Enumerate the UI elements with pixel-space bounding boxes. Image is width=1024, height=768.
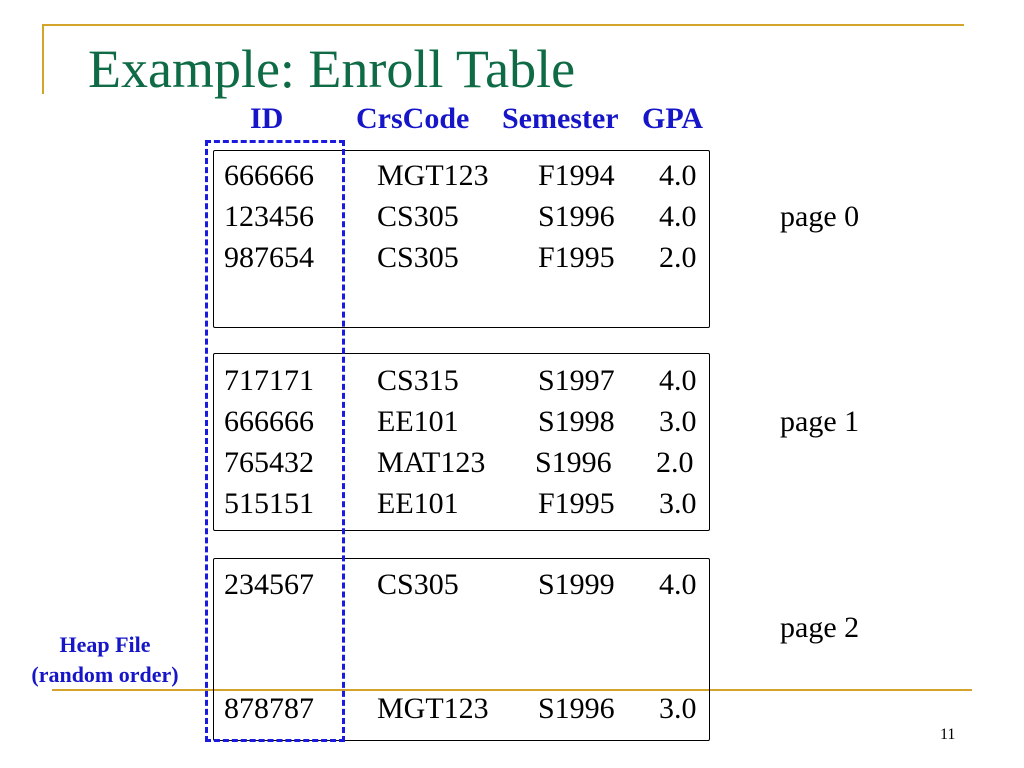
slide-title: Example: Enroll Table [88,39,576,99]
p1-r0-gpa: 4.0 [659,364,697,397]
p1-r2-semester: S1996 [535,446,612,479]
p2-r1-crscode: MGT123 [377,692,489,725]
p0-r2-crscode: CS305 [377,241,459,274]
p0-r0-gpa: 4.0 [659,159,697,192]
p1-r1-crscode: EE101 [377,405,459,438]
heap-file-label: Heap File [59,632,151,657]
p2-r1-gpa: 3.0 [659,692,697,725]
p1-r3-gpa: 3.0 [659,487,697,520]
left-rule [42,24,44,94]
p1-r2-id: 765432 [224,446,314,479]
p1-r1-id: 666666 [224,405,314,438]
header-gpa: GPA [642,102,704,135]
p0-r0-id: 666666 [224,159,314,192]
p1-r1-semester: S1998 [538,405,615,438]
p0-r1-gpa: 4.0 [659,200,697,233]
p2-r0-id: 234567 [224,568,314,601]
p1-r2-gpa: 2.0 [656,446,694,479]
p2-r0-crscode: CS305 [377,568,459,601]
header-id: ID [250,102,284,135]
p1-r0-semester: S1997 [538,364,615,397]
p1-r0-id: 717171 [224,364,314,397]
p2-r0-gpa: 4.0 [659,568,697,601]
page-2-label: page 2 [780,611,860,644]
top-rule [42,24,964,26]
header-crscode: CrsCode [356,102,470,135]
id-column-highlight [205,140,345,742]
p2-r0-semester: S1999 [538,568,615,601]
p2-r1-semester: S1996 [538,692,615,725]
header-semester: Semester [502,102,619,135]
p2-r1-id: 878787 [224,692,314,725]
p0-r2-id: 987654 [224,241,314,274]
p0-r2-gpa: 2.0 [659,241,697,274]
page-0-label: page 0 [780,200,860,233]
p1-r3-id: 515151 [224,487,314,520]
p1-r1-gpa: 3.0 [659,405,697,438]
p0-r2-semester: F1995 [538,241,615,274]
p0-r1-semester: S1996 [538,200,615,233]
p1-r3-crscode: EE101 [377,487,459,520]
page-1-label: page 1 [780,405,860,438]
slide-number: 11 [940,726,956,743]
p1-r3-semester: F1995 [538,487,615,520]
p0-r0-crscode: MGT123 [377,159,489,192]
heap-order-label: (random order) [31,662,179,687]
p1-r2-crscode: MAT123 [377,446,486,479]
p0-r0-semester: F1994 [538,159,615,192]
p0-r1-crscode: CS305 [377,200,459,233]
p1-r0-crscode: CS315 [377,364,459,397]
p0-r1-id: 123456 [224,200,314,233]
